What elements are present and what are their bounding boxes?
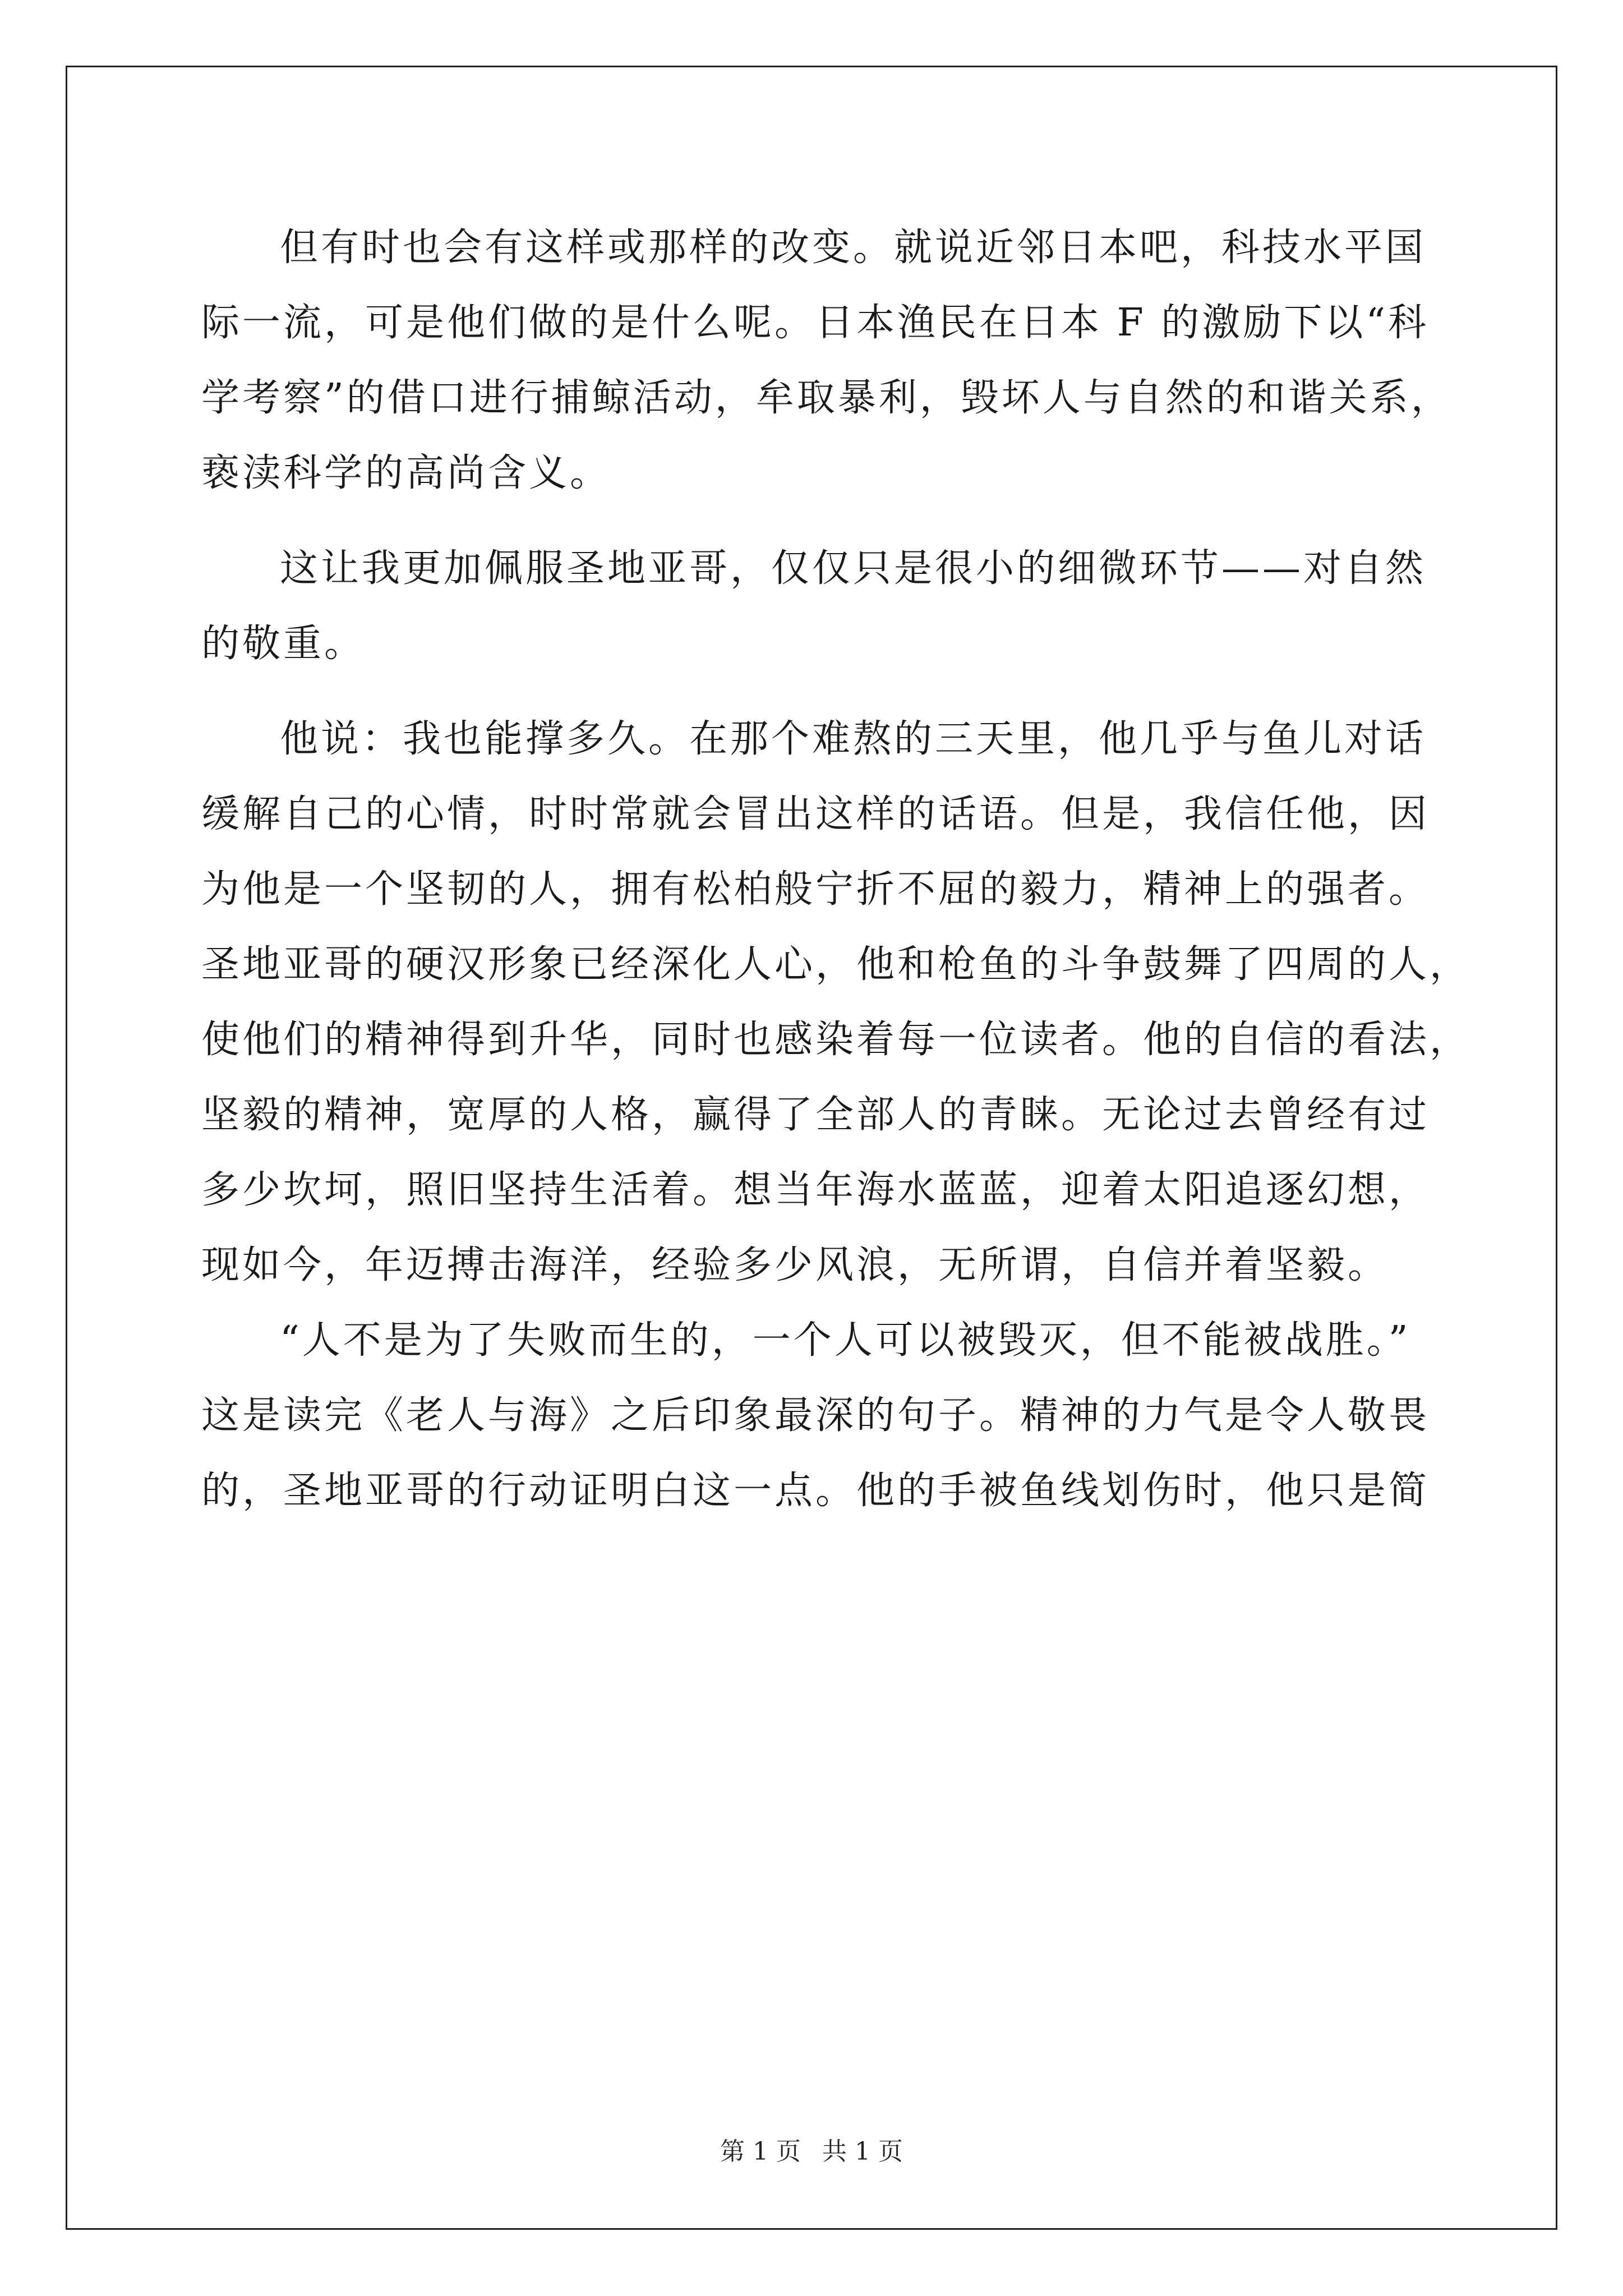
paragraph-3-line-5: 使他们的精神得到升华，同时也感染着每一位读者。他的自信的看法， xyxy=(201,1018,1471,1062)
paragraph-3-line-3: 为他是一个坚韧的人，拥有松柏般宁折不屈的毅力，精神上的强者。 xyxy=(201,867,1430,912)
paragraph-2-line-1: 这让我更加佩服圣地亚哥，仅仅只是很小的细微环节——对自然 xyxy=(280,546,1427,591)
paragraph-1-line-3: 学考察”的借口进行捕鲸活动，牟取暴利，毁坏人与自然的和谐关系， xyxy=(201,376,1452,420)
paragraph-3-line-1: 他说：我也能撑多久。在那个难熬的三天里，他几乎与鱼儿对话 xyxy=(280,717,1427,761)
paragraph-3-line-8: 现如今，年迈搏击海洋，经验多少风浪，无所谓，自信并着坚毅。 xyxy=(201,1243,1389,1287)
paragraph-gap xyxy=(201,511,1435,531)
document-body xyxy=(201,210,1471,1529)
paragraph-4-line-2: 这是读完《老人与海》之后印象最深的句子。精神的力气是令人敬畏 xyxy=(201,1393,1430,1438)
paragraph-1-line-4: 亵渎科学的高尚含义。 xyxy=(201,451,611,495)
paragraph-3-line-7: 多少坎坷，照旧坚持生活着。想当年海水蓝蓝，迎着太阳追逐幻想， xyxy=(201,1168,1430,1212)
page-number: 第 1 页 xyxy=(720,2137,801,2166)
paragraph-1-line-2: 际一流，可是他们做的是什么呢。日本渔民在日本 F 的激励下以“科 xyxy=(201,301,1430,345)
paragraph-3-line-4: 圣地亚哥的硬汉形象已经深化人心，他和枪鱼的斗争鼓舞了四周的人， xyxy=(201,942,1471,987)
paragraph-4-line-1: “人不是为了失败而生的，一个人可以被毁灭，但不能被战胜。” xyxy=(280,1318,1411,1363)
page-total: 共 1 页 xyxy=(822,2137,903,2166)
paragraph-4-line-3: 的，圣地亚哥的行动证明白这一点。他的手被鱼线划伤时，他只是简 xyxy=(201,1469,1430,1513)
paragraph-3-line-6: 坚毅的精神，宽厚的人格，赢得了全部人的青睐。无论过去曾经有过 xyxy=(201,1093,1430,1137)
paragraph-3-line-2: 缓解自己的心情，时时常就会冒出这样的话语。但是，我信任他，因 xyxy=(201,792,1430,836)
page-footer xyxy=(0,2135,1623,2169)
paragraph-gap xyxy=(201,682,1435,702)
paragraph-1-line-1: 但有时也会有这样或那样的改变。就说近邻日本吧，科技水平国 xyxy=(280,226,1427,270)
paragraph-2-line-2: 的敬重。 xyxy=(201,622,366,666)
